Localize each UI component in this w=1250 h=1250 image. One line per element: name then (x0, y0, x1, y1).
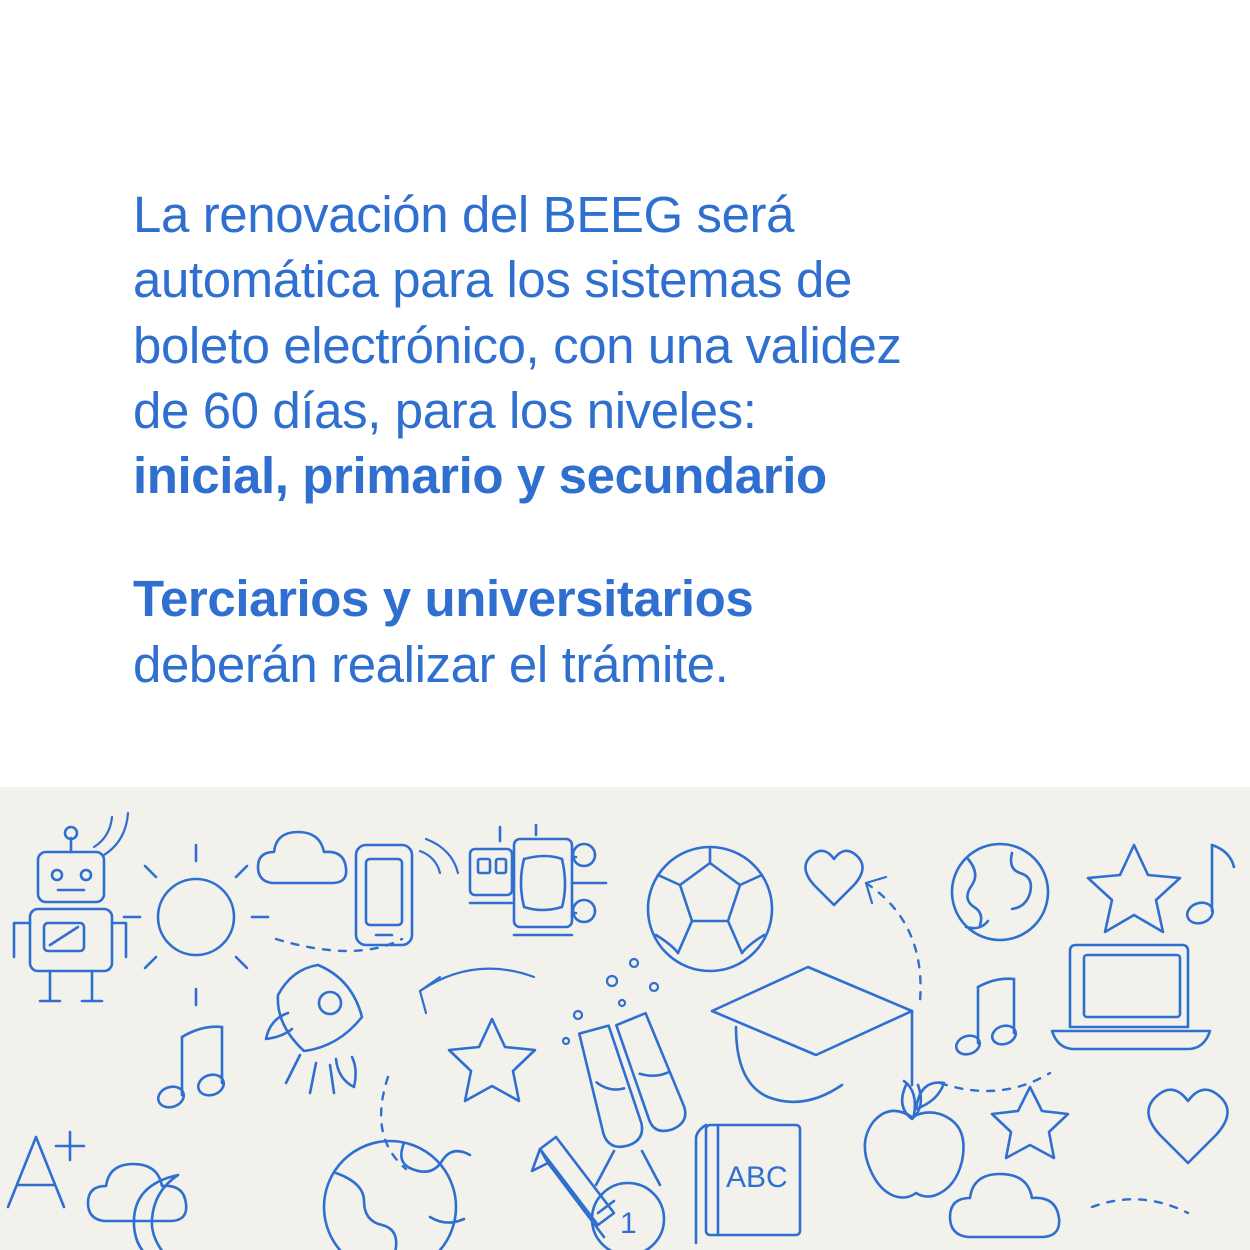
arrow-head-icon (866, 877, 886, 903)
paragraph-line: La renovación del BEEG será (133, 186, 795, 243)
music-note-icon (954, 979, 1018, 1058)
rocket-icon (266, 965, 362, 1093)
paragraph-line: boleto electrónico, con una validez (133, 316, 902, 374)
smartphone-icon (356, 839, 458, 945)
doodle-illustration-band (0, 787, 1250, 1250)
paragraph-primary (133, 182, 1033, 508)
star-icon (449, 1019, 535, 1101)
heart-icon (1148, 1090, 1227, 1163)
cloud-icon (88, 1164, 186, 1221)
cloud-icon (258, 832, 346, 883)
dashed-path (866, 883, 921, 1001)
dashed-path (940, 1073, 1050, 1091)
test-tube-icon (563, 959, 686, 1150)
heart-icon (805, 851, 862, 905)
sun-icon (124, 845, 268, 1005)
doodle-svg (0, 787, 1250, 1250)
cloud-icon (950, 1174, 1059, 1237)
paragraph-spacer (133, 508, 1033, 566)
paragraph-secondary (133, 566, 1033, 697)
paragraph-line: deberán realizar el trámite. (133, 635, 729, 693)
laptop-icon (1052, 945, 1210, 1049)
globe-icon (952, 844, 1048, 940)
star-icon (992, 1087, 1068, 1158)
train-icon (470, 825, 606, 935)
pencil-icon (532, 1137, 614, 1237)
graduation-cap-icon (712, 967, 921, 1119)
robot-icon (14, 813, 128, 1001)
paragraph-line: de 60 días, para los niveles: (133, 381, 757, 439)
book-label: ABC (726, 1161, 788, 1194)
music-note-icon (156, 1027, 227, 1111)
badge-number: 1 (620, 1207, 637, 1240)
music-note-icon (1185, 845, 1234, 927)
soccer-ball-icon (648, 847, 772, 971)
message-text-block (133, 182, 1033, 697)
book-icon (696, 1125, 800, 1243)
apple-icon (865, 1081, 964, 1198)
letter-a-icon (8, 1132, 84, 1207)
paragraph-line: automática para los sistemas de (133, 251, 852, 309)
star-icon (1088, 845, 1180, 932)
levels-emphasis: inicial, primario y secundario (133, 447, 827, 505)
dashed-path (1092, 1199, 1188, 1213)
tertiary-emphasis: Terciarios y universitarios (133, 570, 754, 628)
globe-icon (324, 1141, 470, 1250)
